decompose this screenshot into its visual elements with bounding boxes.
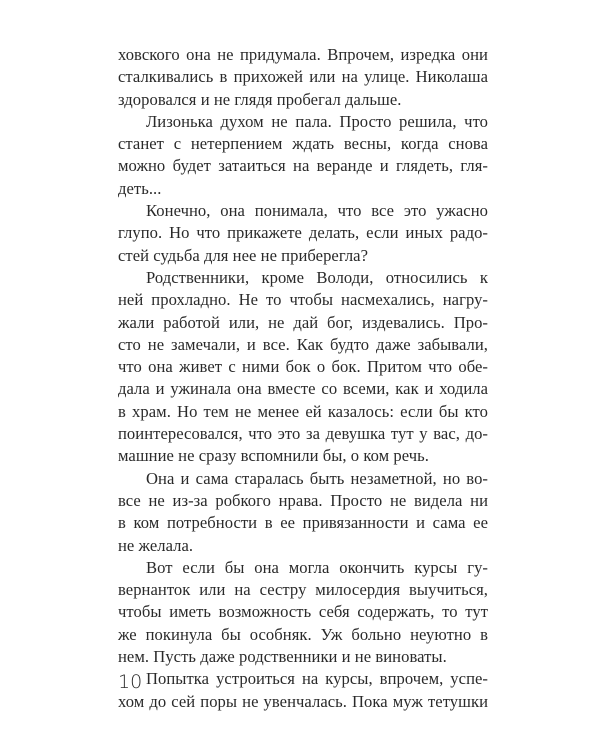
text-line: поинтересовался, что это за девушка тут у вас, до-: [118, 424, 488, 444]
text-line: можно будет затаиться на веранде и глядеть, гля-: [118, 156, 488, 176]
text-line: же покинула бы особняк. Уж больно неуютно в: [118, 624, 488, 644]
text-line: жали работой или, не дай бог, издевались. Про-: [118, 312, 488, 332]
text-line: чтобы иметь возможность себя содержать, то тут: [118, 602, 488, 622]
text-line: станет с нетерпением ждать весны, когда снова: [118, 134, 488, 154]
text-line: деть...: [118, 178, 162, 198]
text-line: хом до сей поры не увенчалась. Пока муж тетушки: [118, 691, 488, 711]
text-line: все не из-за робкого нрава. Просто не видела ни: [118, 490, 488, 510]
text-line: Конечно, она понимала, что все это ужасно: [146, 201, 488, 221]
text-line: машние не сразу вспомнили бы, о ком речь.: [118, 446, 429, 466]
text-line: дала и ужинала она вместе со всеми, как и ходила: [118, 379, 488, 399]
text-line: глупо. Но что прикажете делать, если иных радо-: [118, 223, 488, 243]
page-number: 10: [118, 671, 143, 693]
text-line: стей судьба для нее не приберегла?: [118, 245, 369, 265]
text-line: ней прохладно. Не то чтобы насмехались, нагру-: [118, 290, 488, 310]
text-line: в храм. Но тем не менее ей казалось: если бы кто: [118, 401, 488, 421]
text-line: Попытка устроиться на курсы, впрочем, успе-: [146, 669, 488, 689]
text-line: нем. Пусть даже родственники и не виноваты.: [118, 647, 447, 667]
text-line: Родственники, кроме Володи, относились к: [146, 267, 488, 287]
body-text: [118, 44, 488, 713]
text-line: не желала.: [118, 535, 194, 555]
text-line: вернанток или на сестру милосердия выучиться,: [118, 580, 488, 600]
text-line: в ком потребности в ее привязанности и сама ее: [118, 513, 488, 533]
text-line: сто не замечали, и все. Как будто даже забывали,: [118, 334, 488, 354]
text-line: Она и сама старалась быть незаметной, но во-: [146, 468, 488, 488]
text-line: ховского она не придумала. Впрочем, изредка они: [118, 45, 488, 64]
text-line: что она живет с ними бок о бок. Притом что обе-: [118, 357, 488, 377]
text-line: Вот если бы она могла окончить курсы гу-: [146, 557, 488, 577]
text-line: здоровался и не глядя пробегал дальше.: [118, 89, 402, 109]
text-line: Лизонька духом не пала. Просто решила, что: [146, 111, 488, 131]
text-line: сталкивались в прихожей или на улице. Николаша: [118, 67, 488, 87]
